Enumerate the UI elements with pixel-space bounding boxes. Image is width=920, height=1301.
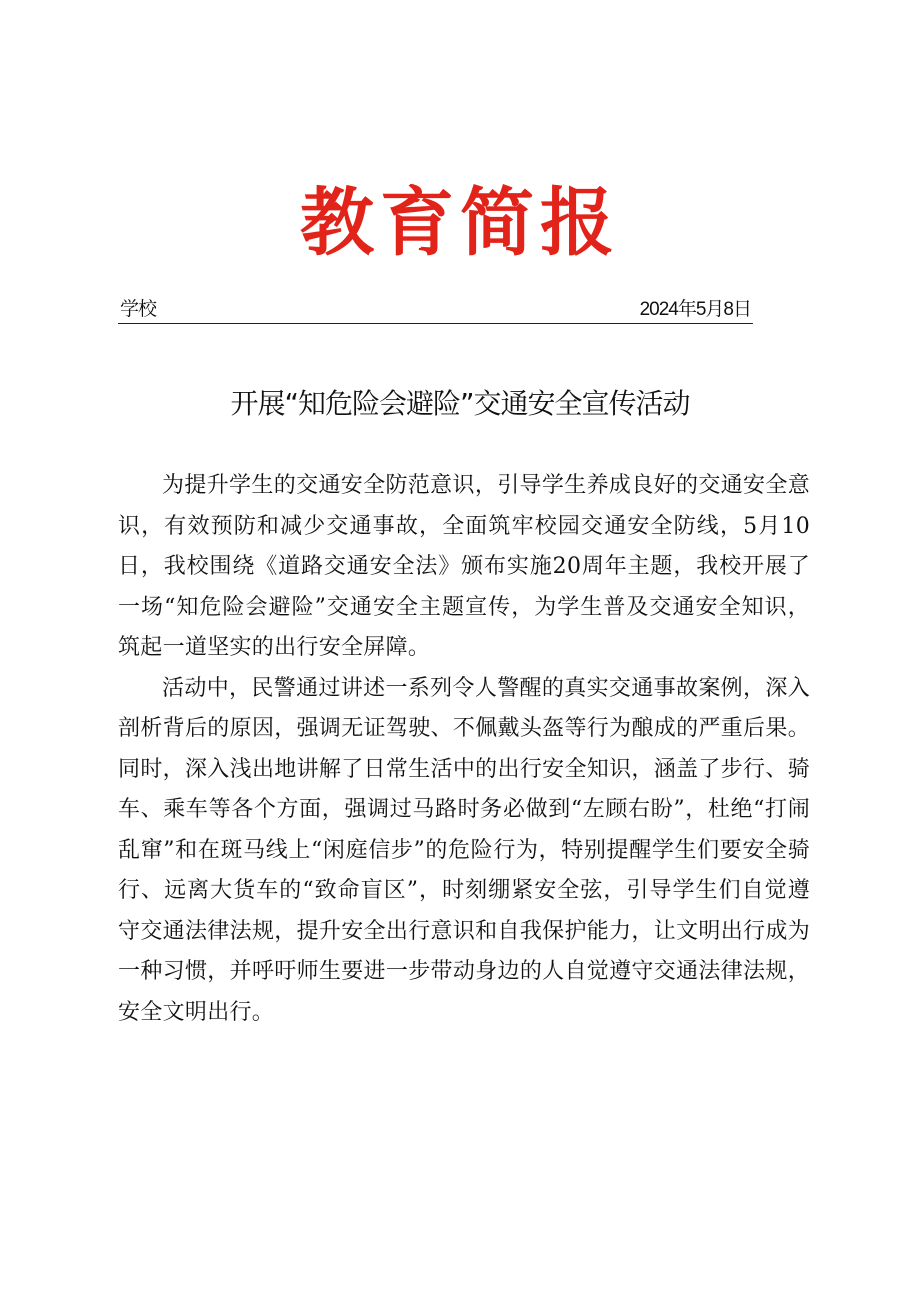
- article-paragraph: 活动中，民警通过讲述一系列令人警醒的真实交通事故案例，深入剖析背后的原因，强调无证驾驶、不佩戴头盔等行为酿成的严重后果。同时，深入浅出地讲解了日常生活中的出行安全知识，涵盖了步行、骑车、乘车等各个方面，强调过马路时务必做到“左顾右盼”，杜绝“打闹乱窜”和在斑马线上“闲庭信步”的危险行为，特别提醒学生们要安全骑行、远离大货车的“致命盲区”，时刻绷紧安全弦，引导学生们自觉遵守交通法律法规，提升安全出行意识和自我保护能力，让文明出行成为一种习惯，并呼吁师生要进一步带动身边的人自觉遵守交通法律法规，安全文明出行。: [118, 675, 810, 1025]
- masthead-title: 教育简报: [300, 180, 620, 266]
- school-label: 学校: [120, 299, 157, 320]
- meta-line: [118, 297, 753, 324]
- article-body: [118, 466, 810, 1033]
- article-paragraph: 为提升学生的交通安全防范意识，引导学生养成良好的交通安全意识，有效预防和减少交通事故，全面筑牢校园交通安全防线，5月10日，我校围绕《道路交通安全法》颁布实施20周年主题，我校开展了一场“知危险会避险”交通安全主题宣传，为学生普及交通安全知识，筑起一道坚实的出行安全屏障。: [118, 473, 810, 660]
- article-headline: 开展“知危险会避险”交通安全宣传活动: [230, 387, 690, 420]
- issue-date: 2024年5月8日: [639, 299, 751, 320]
